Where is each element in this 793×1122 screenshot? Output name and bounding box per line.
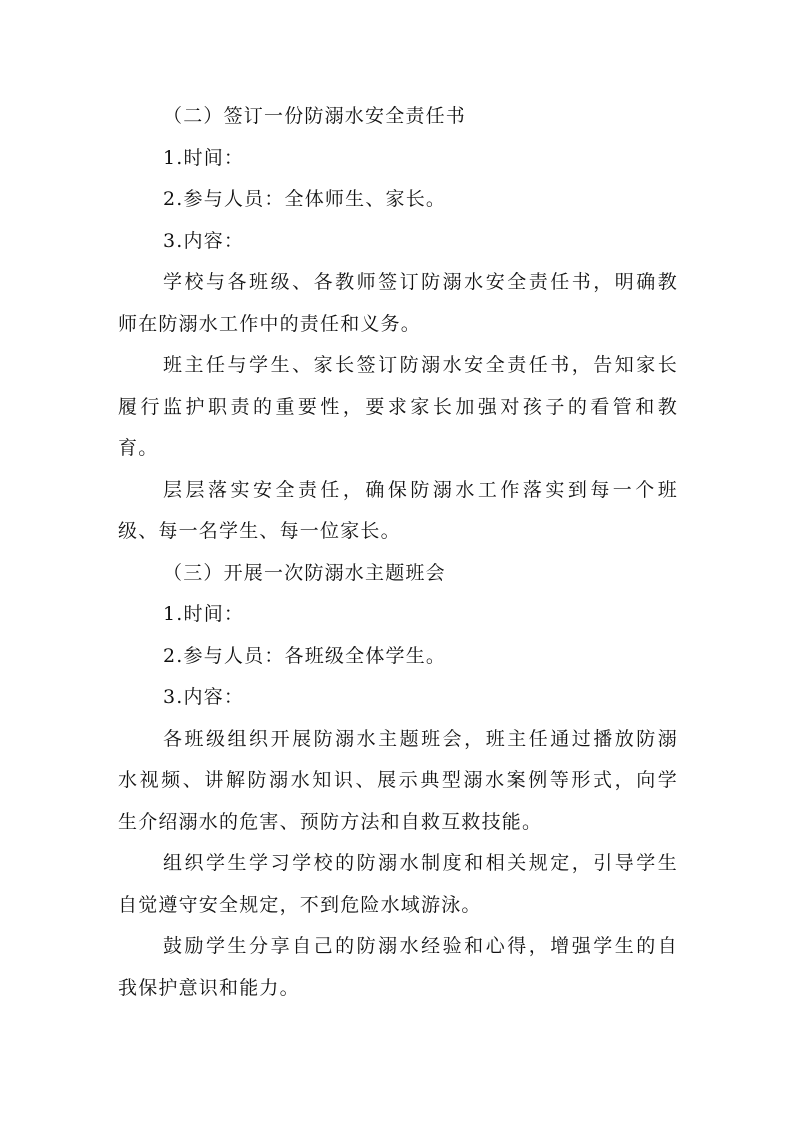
section-heading: [118, 96, 678, 138]
paragraph-line: 育。: [118, 437, 159, 459]
paragraph-line: 级、每一名学生、每一位家长。: [118, 520, 401, 542]
list-item-text: 3.内容：: [163, 229, 245, 252]
paragraph-line: 层层落实安全责任，确保防溺水工作落实到每一个班: [163, 478, 678, 501]
paragraph-line: 自觉遵守安全规定，不到危险水域游泳。: [118, 893, 482, 916]
paragraph: [118, 843, 678, 926]
section-heading-text: （二）签订一份防溺水安全责任书: [163, 105, 467, 127]
document-body: [118, 96, 678, 1009]
paragraph-line: 学校与各班级、各教师签订防溺水安全责任书，明确教: [163, 271, 678, 293]
list-item-text: 1.时间：: [163, 146, 245, 169]
paragraph: [118, 345, 678, 470]
paragraph-line: 师在防溺水工作中的责任和义务。: [118, 312, 422, 335]
list-item: [118, 179, 678, 221]
list-item: [118, 221, 678, 263]
paragraph-line: 履行监护职责的重要性，要求家长加强对孩子的看管和教: [118, 395, 678, 418]
list-item-text: 3.内容：: [163, 686, 245, 708]
paragraph: [118, 719, 678, 844]
paragraph-line: 我保护意识和能力。: [118, 976, 300, 999]
paragraph-line: 各班级组织开展防溺水主题班会，班主任通过播放防溺: [163, 727, 678, 750]
paragraph-line: 鼓励学生分享自己的防溺水经验和心得，增强学生的自: [163, 935, 678, 957]
paragraph-line: 班主任与学生、家长签订防溺水安全责任书，告知家长: [163, 354, 678, 376]
paragraph: [118, 470, 678, 553]
list-item-text: 2.参与人员：各班级全体学生。: [163, 644, 447, 667]
list-item-text: 1.时间：: [163, 603, 245, 625]
list-item: [118, 138, 678, 180]
list-item-text: 2.参与人员：全体师生、家长。: [163, 188, 447, 210]
paragraph: [118, 926, 678, 1009]
paragraph-line: 组织学生学习学校的防溺水制度和相关规定，引导学生: [163, 852, 678, 874]
list-item: [118, 677, 678, 719]
section-heading: [118, 553, 678, 595]
list-item: [118, 636, 678, 678]
paragraph-line: 生介绍溺水的危害、预防方法和自救互救技能。: [118, 810, 543, 833]
paragraph: [118, 262, 678, 345]
paragraph-line: 水视频、讲解防溺水知识、展示典型溺水案例等形式，向学: [118, 769, 678, 791]
section-heading-text: （三）开展一次防溺水主题班会: [163, 561, 446, 584]
list-item: [118, 594, 678, 636]
